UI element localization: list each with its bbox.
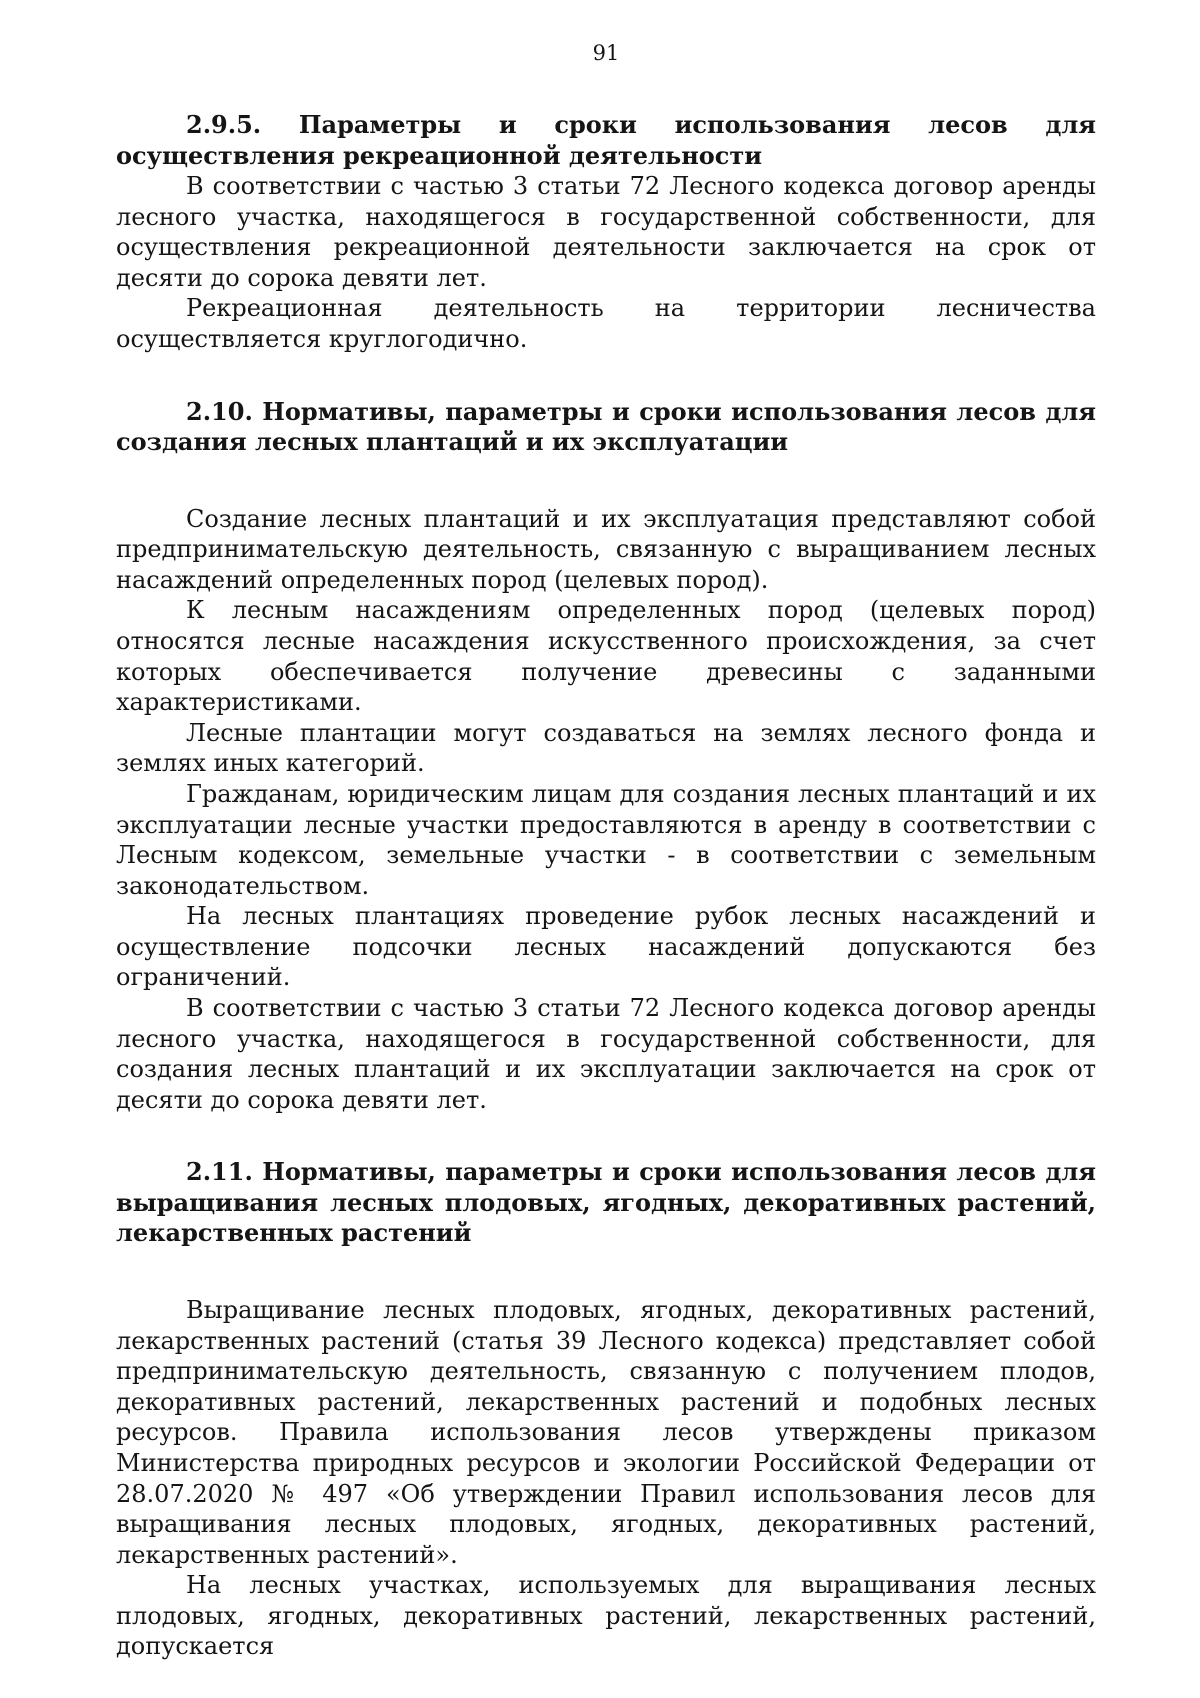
section-heading: 2.11. Нормативы, параметры и сроки использования лесов для выращивания лесных плодовых, ягодных, декоративных растений, лекарственных растений — [116, 1157, 1096, 1248]
paragraph: Лесные плантации могут создаваться на землях лесного фонда и землях иных категорий. — [116, 718, 1096, 778]
section-heading: 2.9.5. Параметры и сроки использования лесов для осуществления рекреационной деятельности — [116, 110, 1096, 170]
paragraph: На лесных плантациях проведение рубок лесных насаждений и осуществление подсочки лесных насаждений допускаются без ограничений. — [116, 902, 1096, 992]
section-spacer — [116, 355, 1096, 397]
heading-spacer — [116, 458, 1096, 504]
section-2-10 — [116, 397, 1096, 1116]
paragraph: Создание лесных плантаций и их эксплуатация представляют собой предпринимательскую деятельность, связанную с выращиванием лесных насаждений определенных пород (целевых пород). — [116, 504, 1096, 594]
paragraph: На лесных участках, используемых для выращивания лесных плодовых, ягодных, декоративных растений, лекарственных растений, допускается — [116, 1571, 1096, 1661]
page-number: 91 — [592, 41, 620, 65]
section-spacer — [116, 1115, 1096, 1157]
paragraph: Выращивание лесных плодовых, ягодных, декоративных растений, лекарственных растений (статья 39 Лесного кодекса) представляет собой предпринимательскую деятельность, связанную с получением плодов, декоративных растений, лекарственных растений и подобных лесных ресурсов. Правила использования лесов утверждены приказом Министерства природных ресурсов и экологии Российской Федерации от 28.07.2020 № 497 «Об утверждении Правил использования лесов для выращивания лесных плодовых, ягодных, декоративных растений, лекарственных растений». — [116, 1295, 1096, 1569]
section-heading: 2.10. Нормативы, параметры и сроки использования лесов для создания лесных плантаций и их эксплуатации — [116, 396, 1096, 457]
section-2-11 — [116, 1157, 1096, 1662]
section-2-9-5 — [116, 110, 1096, 355]
paragraph: Гражданам, юридическим лицам для создания лесных плантаций и их эксплуатации лесные участки предоставляются в аренду в соответствии с Лесным кодексом, земельные участки - в соответствии с земельным законодательством. — [116, 779, 1096, 900]
heading-spacer — [116, 1249, 1096, 1295]
paragraph: В соответствии с частью 3 статьи 72 Лесного кодекса договор аренды лесного участка, находящегося в государственной собственности, для осуществления рекреационной деятельности заключается на срок от десяти до сорока девяти лет. — [116, 172, 1096, 292]
paragraph: К лесным насаждениям определенных пород (целевых пород) относятся лесные насаждения искусственного происхождения, за счет которых обеспечивается получение древесины с заданными характеристиками. — [116, 596, 1096, 717]
paragraph: В соответствии с частью 3 статьи 72 Лесного кодекса договор аренды лесного участка, находящегося в государственной собственности, для создания лесных плантаций и их эксплуатации заключается на срок от десяти до сорока девяти лет. — [116, 994, 1096, 1114]
paragraph: Рекреационная деятельность на территории лесничества осуществляется круглогодично. — [116, 294, 1096, 353]
